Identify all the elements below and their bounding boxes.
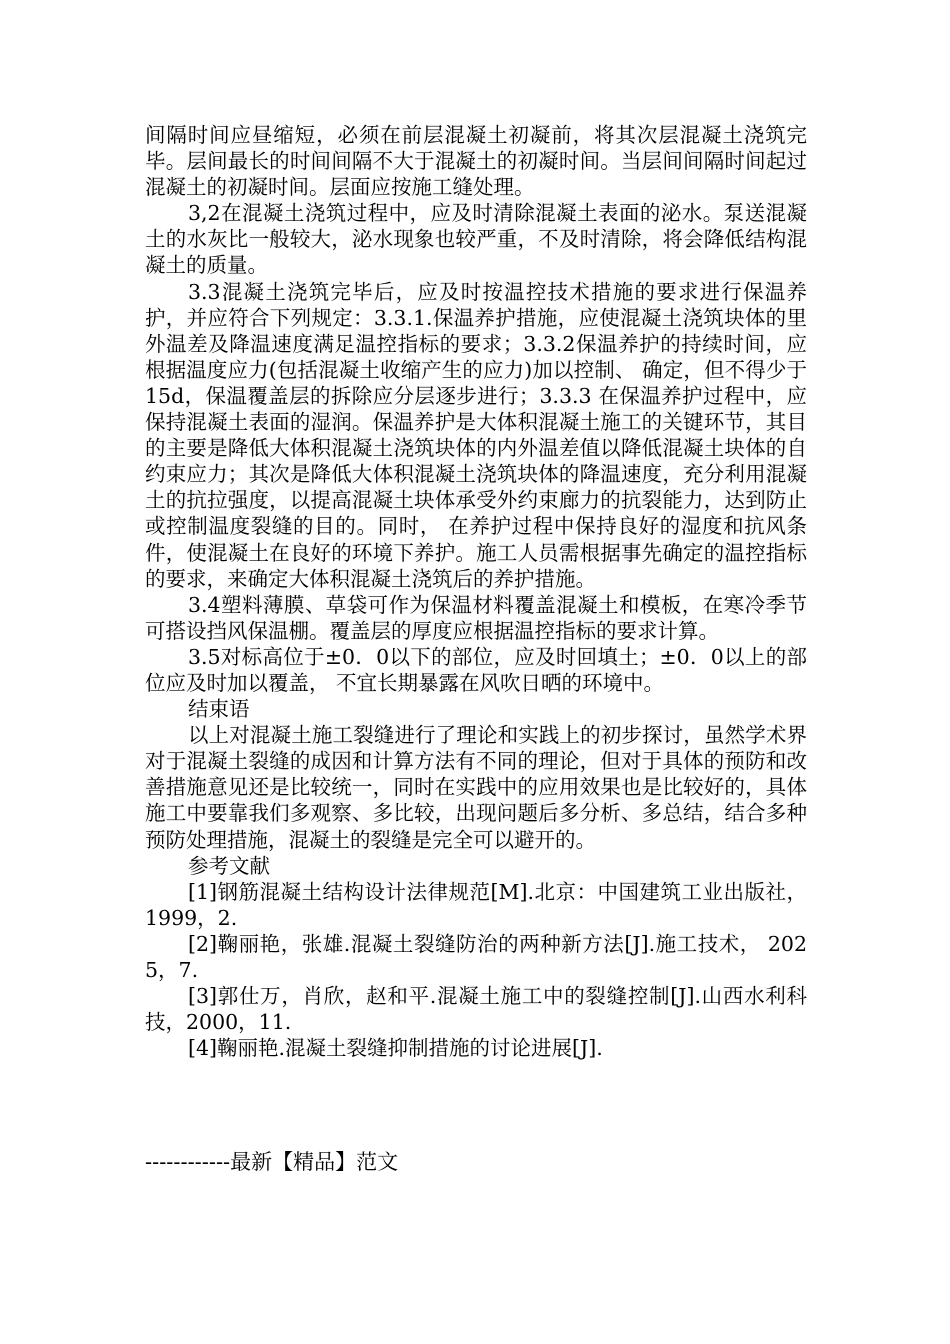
- paragraph-3-2: 3,2在混凝土浇筑过程中，应及时清除混凝土表面的泌水。泵送混凝土的水灰比一般较大，泌水现象也较严重，不及时清除，将会降低结构混凝土的质量。: [145, 201, 807, 278]
- document-body: [145, 122, 814, 1061]
- paragraph-continuation: 间隔时间应昼缩短，必须在前层混凝土初凝前，将其次层混凝土浇筑完毕。层间最长的时间间隔不大于混凝土的初凝时间。当层间间隔时间起过混凝土的初凝时间。层面应按施工缝处理。: [145, 123, 807, 200]
- reference-item-2: [2]鞠丽艳，张雄.混凝土裂缝防治的两种新方法[J].施工技术， 2025，7.: [145, 931, 807, 982]
- conclusion-paragraph: 以上对混凝土施工裂缝进行了理论和实践上的初步探讨，虽然学术界对于混凝土裂缝的成因和计算方法有不同的理论，但对于具体的预防和改善措施意见还是比较统一，同时在实践中的应用效果也是比较好的，具体施工中要靠我们多观察、多比较，出现问题后多分析、多总结，结合多种预防处理措施，混凝土的裂缝是完全可以避开的。: [145, 723, 807, 852]
- paragraph-3-5: 3.5对标高位于±0．0以下的部位，应及时回填土；±0．0以上的部位应及时加以覆盖， 不宜长期暴露在风吹日晒的环境中。: [145, 644, 807, 695]
- reference-item-4: [4]鞠丽艳.混凝土裂缝抑制措施的讨论进展[J].: [188, 1036, 603, 1061]
- reference-item-1: [1]钢筋混凝土结构设计法律规范[M].北京：中国建筑工业出版社， 1999，2.: [145, 879, 814, 930]
- conclusion-heading: 结束语: [188, 697, 250, 722]
- paragraph-3-4: 3.4塑料薄膜、草袋可作为保温材料覆盖混凝土和模板，在寒冷季节可搭设挡风保温棚。覆盖层的厚度应根据温控指标的要求计算。: [145, 592, 807, 643]
- paragraph-3-3: 3.3混凝土浇筑完毕后，应及时按温控技术措施的要求进行保温养护，并应符合下列规定：3.3.1.保温养护措施，应使混凝土浇筑块体的里外温差及降温速度满足温控指标的要求；3.3.2保温养护的持续时间，应根据温度应力(包括混凝土收缩产生的应力)加以控制、 确定，但不得少于15d，保温覆盖层的拆除应分层逐步进行；3.3.3 在保温养护过程中，应保持混凝土表面的湿润。保温养护是大体积混凝土施工的关键环节，其目的主要是降低大体积混凝土浇筑块体的内外温差值以降低混凝土块体的自约束应力；其次是降低大体积混凝土浇筑块体的降温速度，充分利用混凝土的抗拉强度，以提高混凝土块体承受外约束廊力的抗裂能力，达到防止或控制温度裂缝的目的。同时， 在养护过程中保持良好的湿度和抗风条件，使混凝土在良好的环境下养护。施工人员需根据事先确定的温控指标的要求，来确定大体积混凝土浇筑后的养护措施。: [145, 279, 807, 591]
- page-footer: ------------最新【精品】范文: [145, 1150, 399, 1174]
- reference-item-3: [3]郭仕万，肖欣，赵和平.混凝土施工中的裂缝控制[J].山西水利科技，2000，11.: [145, 984, 807, 1035]
- references-heading: 参考文献: [188, 853, 270, 878]
